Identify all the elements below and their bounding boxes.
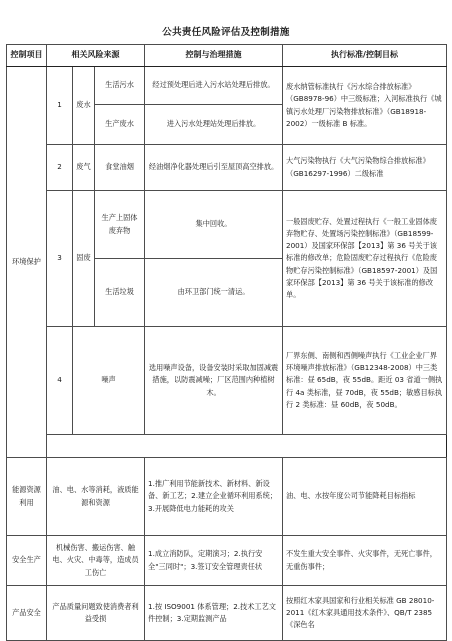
measure-safety: 1.成立消防队，定期演习；2.执行安全"三同时"；3.签订安全管理责任状 [145,536,283,586]
measure-domestic-sewage: 经过预处理后进入污水站处理后排放。 [145,67,283,105]
env-item-no-3: 3 [47,191,73,327]
risk-type-wastewater: 废水 [73,67,95,145]
row-domestic-wastewater [7,67,447,105]
measure-noise: 选用噪声设备，设备安装时采取加固减震措施，以防震减噪；厂区范围内种植树木。 [145,327,283,435]
risk-source-canteen-fumes: 食堂油烟 [95,145,145,191]
env-item-no-2: 2 [47,145,73,191]
risk-source-production-wastewater: 生产废水 [95,105,145,145]
risk-source-production-solid-waste: 生产上固体废弃物 [95,191,145,259]
risk-source-household-garbage: 生活垃圾 [95,259,145,327]
standard-energy: 油、电、水按年度公司节能降耗目标指标 [283,458,447,536]
measure-energy: 1.推广利用节能新技术、新材料、新设备、新工艺；2.建立企业循环利用系统；3.开展降低电力能耗的攻关 [145,458,283,536]
category-product: 产品安全 [7,586,47,641]
category-energy: 能源资源利用 [7,458,47,536]
risk-type-solid-waste: 固废 [73,191,95,327]
env-item-no-4: 4 [47,327,73,435]
standard-product: 按照红木家具国家和行业相关标准 GB 28010-2011《红木家具通用技术条件》、QB/T 2385《深色名 [283,586,447,641]
row-safety [7,536,447,586]
standard-safety: 不发生重大安全事件、火灾事件，无死亡事件，无重伤事件； [283,536,447,586]
risk-type-exhaust: 废气 [73,145,95,191]
risk-source-energy: 油、电、水等消耗，液质能源和资源 [47,458,145,536]
document-title: 公共责任风险评估及控制措施 [162,27,290,38]
measure-production-wastewater: 进入污水处理站处理后排放。 [145,105,283,145]
standard-wastewater: 废水纳管标准执行《污水综合排放标准》（GB8978-96）中三级标准；入河标准执行《城镇污水处理厂污染物排放标准》（GB18918-2002）一级标准 B 标准。 [283,67,447,145]
risk-control-table [6,44,447,641]
category-environment: 环境保护 [7,67,47,458]
category-safety: 安全生产 [7,536,47,586]
env-item-no-1: 1 [47,67,73,145]
header-measures: 控制与治理措施 [145,45,283,67]
row-production-solid-waste [7,191,447,259]
measure-product: 1.按 ISO9001 体系管理；2.技术工艺文件控制；3.定期监测产品 [145,586,283,641]
risk-source-safety: 机械伤害、搬运伤害、触电、火灾、中毒等，造成员工伤亡 [47,536,145,586]
header-standards: 执行标准/控制目标 [283,45,447,67]
standard-solid-waste: 一般固废贮存、处置过程执行《一般工业固体废弃物贮存、处置场污染控制标准》（GB18599-2001）及国家环保部【2013】第 36 号关于该标准的修改单；危险固废贮存过程执行《危险废物贮存污染控制标准》（GB18597-2001）及国家环保部【2013】第 36 号关于该标准的修改单。 [283,191,447,327]
row-energy [7,458,447,536]
measure-canteen-fumes: 经油烟净化器处理后引至屋顶高空排放。 [145,145,283,191]
row-product [7,586,447,641]
row-env-spacer [7,435,447,458]
standard-noise: 厂界东侧、南侧和西侧噪声执行《工业企业厂界环境噪声排放标准》（GB12348-2008）中三类标准：昼 65dB，夜 55dB。距近 03 省道一侧执行 4a 类标准，昼 70dB，夜 55dB；敏感目标执行 2 类标准：昼 60dB，夜 50dB。 [283,327,447,435]
risk-source-domestic-sewage: 生活污水 [95,67,145,105]
standard-exhaust: 大气污染物执行《大气污染物综合排放标准》（GB16297-1996）二级标准 [283,145,447,191]
risk-source-noise: 噪声 [73,327,145,435]
header-row [7,45,447,67]
measure-household-garbage: 由环卫部门统一清运。 [145,259,283,327]
header-project: 控制项目 [7,45,47,67]
header-risk-source: 相关风险来源 [47,45,145,67]
measure-production-solid-waste: 集中回收。 [145,191,283,259]
row-noise [7,327,447,435]
risk-source-product: 产品质量问题致使消费者利益受损 [47,586,145,641]
row-canteen-fumes [7,145,447,191]
